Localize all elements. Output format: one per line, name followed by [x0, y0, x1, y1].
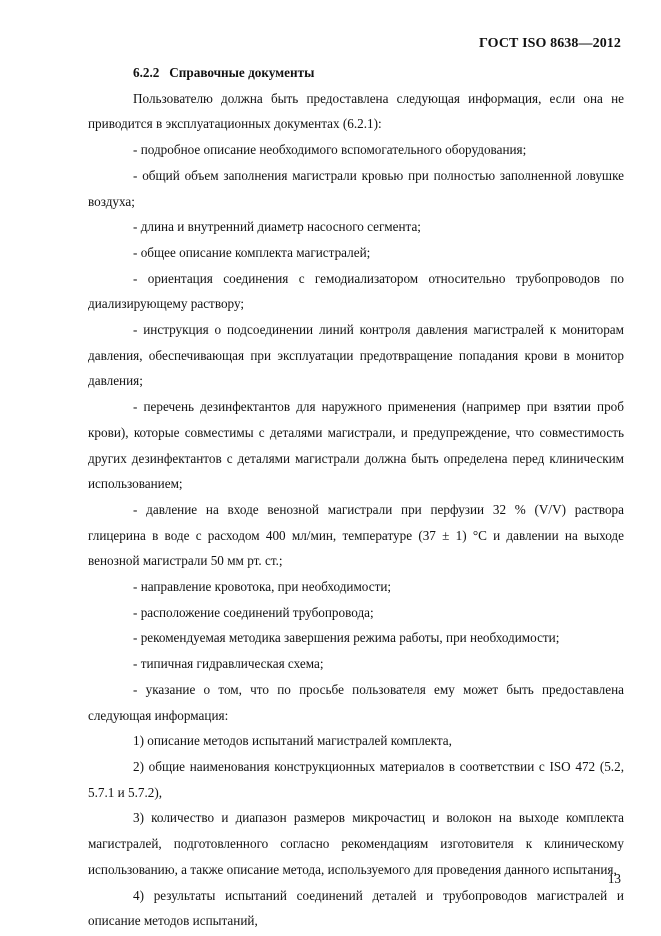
numbered-item: 4) результаты испытаний соединений деталей и трубопроводов магистралей и описание методов испытаний, — [88, 887, 624, 929]
list-item: - общее описание комплекта магистралей; — [133, 244, 371, 260]
list-item: - указание о том, что по просьбе пользователя ему может быть предоставлена следующая информация: — [88, 681, 624, 723]
list-item: - перечень дезинфектантов для наружного применения (например при взятии проб крови), которые совместимы с деталями магистрали, и предупреждение, что совместимость других дезинфектантов с деталями магистрали должна быть определена перед клиническим использованием; — [88, 399, 624, 492]
list-item: - ориентация соединения с гемодиализатором относительно трубопроводов по диализирующему раствору; — [88, 270, 624, 312]
list-item: - давление на входе венозной магистрали при перфузии 32 % (V/V) раствора глицерина в воде с расходом 400 мл/мин, температуре (37 ± 1) °С и давлении на выходе венозной магистрали 50 мм рт. ст.; — [88, 501, 624, 569]
document-header: ГОСТ ISO 8638—2012 — [479, 36, 621, 51]
section-title: Справочные документы — [169, 65, 315, 80]
list-item: - инструкция о подсоединении линий контроля давления магистралей к мониторам давления, обеспечивающая при эксплуатации предотвращение попадания крови в монитор давления; — [88, 322, 624, 389]
page-number: 13 — [607, 871, 621, 886]
page-content — [88, 60, 624, 934]
list-item: - общий объем заполнения магистрали кровью при полностью заполненной ловушке воздуха; — [88, 167, 624, 209]
section-number: 6.2.2 — [133, 65, 160, 80]
numbered-item: 3) количество и диапазон размеров микрочастиц и волокон на выходе комплекта магистралей, подготовленного согласно рекомендациям изготовителя к клиническому использованию, а также описание метода, используемого для проведения данного испытания, — [88, 810, 624, 877]
numbered-item: 2) общие наименования конструкционных материалов в соответствии с ISO 472 (5.2, 5.7.1 и 5.7.2), — [88, 758, 624, 800]
section-heading — [88, 60, 624, 86]
numbered-item: 1) описание методов испытаний магистралей комплекта, — [133, 733, 452, 749]
list-item: - длина и внутренний диаметр насосного сегмента; — [133, 219, 421, 235]
list-item: - расположение соединений трубопровода; — [133, 604, 374, 620]
list-item: - типичная гидравлическая схема; — [133, 656, 324, 672]
paragraph-intro: Пользователю должна быть предоставлена следующая информация, если она не приводится в эксплуатационных документах (6.2.1): — [88, 90, 624, 132]
list-item: - направление кровотока, при необходимости; — [133, 579, 392, 595]
list-item: - рекомендуемая методика завершения режима работы, при необходимости; — [133, 630, 560, 646]
list-item: - подробное описание необходимого вспомогательного оборудования; — [133, 142, 527, 158]
